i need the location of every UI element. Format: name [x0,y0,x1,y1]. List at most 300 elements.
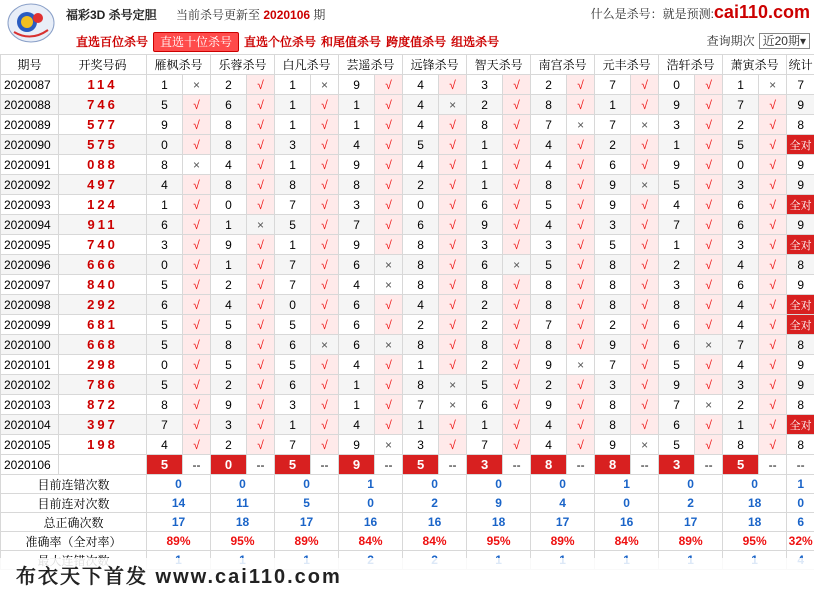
summary-value: 18 [723,513,787,532]
check-icon: √ [311,295,339,315]
current-row [1,455,814,475]
current-kill-digit: 5 [275,455,311,475]
check-icon: √ [183,315,211,335]
kill-digit-cell: 7 [595,75,631,95]
kill-digit-cell: 9 [531,355,567,375]
stat-cell: 全对 [787,135,814,155]
dash-cell: -- [631,455,659,475]
check-icon: √ [631,415,659,435]
check-icon: √ [439,255,467,275]
check-icon: √ [183,95,211,115]
summary-row [1,494,814,513]
summary-value: 9 [467,494,531,513]
period-select[interactable] [759,33,810,49]
kill-digit-cell: 1 [147,75,183,95]
check-icon: √ [567,95,595,115]
kill-digit-cell: 6 [147,215,183,235]
check-icon: √ [311,235,339,255]
kill-digit-cell: 4 [339,355,375,375]
logo-icon[interactable] [6,2,56,44]
kill-digit-cell: 0 [659,75,695,95]
summary-value: 14 [147,494,211,513]
check-icon: √ [311,375,339,395]
nav-link-2[interactable]: 直选个位杀号 [244,33,316,51]
summary-value: 0 [467,475,531,494]
kill-digit-cell: 2 [531,75,567,95]
check-icon: √ [695,155,723,175]
table-row [1,435,814,455]
period-cell: 2020094 [1,215,59,235]
check-icon: √ [503,115,531,135]
col-expert-header: 智天杀号 [467,55,531,75]
summary-value: 0 [211,475,275,494]
check-icon: √ [631,135,659,155]
summary-label: 目前连错次数 [1,475,147,494]
kill-digit-cell: 8 [403,375,439,395]
summary-value: 84% [403,532,467,551]
kill-digit-cell: 5 [147,95,183,115]
current-kill-digit: 5 [403,455,439,475]
col-expert-header: 南宫杀号 [531,55,595,75]
current-kill-digit: 0 [211,455,247,475]
check-icon: √ [567,255,595,275]
kill-digit-cell: 8 [339,175,375,195]
kill-digit-cell: 6 [659,315,695,335]
check-icon: √ [183,435,211,455]
check-icon: √ [567,155,595,175]
table-row [1,335,814,355]
kill-digit-cell: 7 [275,195,311,215]
summary-value: 0 [531,475,595,494]
kill-digit-cell: 0 [147,355,183,375]
stat-cell: 全对 [787,315,814,335]
current-kill-digit: 5 [723,455,759,475]
kill-digit-cell: 8 [147,395,183,415]
check-icon: √ [375,375,403,395]
kill-digit-cell: 9 [467,215,503,235]
check-icon: √ [567,235,595,255]
stat-cell: 8 [787,115,814,135]
check-icon: √ [247,295,275,315]
kill-digit-cell: 5 [275,215,311,235]
check-icon: √ [183,195,211,215]
period-cell: 2020093 [1,195,59,215]
kill-digit-cell: 2 [211,75,247,95]
summary-value: 89% [531,532,595,551]
col-expert-header: 远锋杀号 [403,55,467,75]
kill-digit-cell: 8 [211,135,247,155]
kill-digit-cell: 4 [211,155,247,175]
check-icon: √ [311,135,339,155]
site-link[interactable]: cai110.com [714,2,810,22]
check-icon: √ [503,415,531,435]
check-icon: √ [247,95,275,115]
check-icon: √ [759,375,787,395]
cross-icon: × [631,175,659,195]
check-icon: √ [631,235,659,255]
check-icon: √ [567,335,595,355]
table-row [1,315,814,335]
kill-digit-cell: 8 [211,335,247,355]
kill-digit-cell: 7 [467,435,503,455]
kill-digit-cell: 7 [659,215,695,235]
cross-icon: × [375,335,403,355]
kill-digit-cell: 1 [723,415,759,435]
kill-digit-cell: 6 [403,215,439,235]
kill-digit-cell: 4 [723,255,759,275]
period-cell: 2020105 [1,435,59,455]
check-icon: √ [311,275,339,295]
cross-icon: × [311,335,339,355]
check-icon: √ [183,295,211,315]
stat-cell: 9 [787,355,814,375]
kill-digit-cell: 6 [467,195,503,215]
col-period-header: 期号 [1,55,59,75]
kill-digit-cell: 1 [147,195,183,215]
summary-stat: 0 [787,494,814,513]
kill-digit-cell: 1 [403,415,439,435]
period-cell: 2020103 [1,395,59,415]
check-icon: √ [759,235,787,255]
kill-digit-cell: 8 [403,255,439,275]
check-icon: √ [439,235,467,255]
kill-digit-cell: 4 [531,155,567,175]
period-cell: 2020098 [1,295,59,315]
check-icon: √ [695,115,723,135]
kill-digit-cell: 5 [659,355,695,375]
kill-digit-cell: 0 [147,255,183,275]
check-icon: √ [695,415,723,435]
check-icon: √ [631,215,659,235]
check-icon: √ [631,275,659,295]
summary-value: 89% [147,532,211,551]
summary-row [1,513,814,532]
kill-digit-cell: 8 [211,175,247,195]
current-kill-digit: 8 [595,455,631,475]
check-icon: √ [759,135,787,155]
kill-digit-cell: 6 [339,255,375,275]
update-prefix: 当前杀号更新至 [176,8,260,22]
summary-stat: 1 [787,475,814,494]
dash-cell: -- [503,455,531,475]
kill-digit-cell: 9 [339,75,375,95]
period-cell: 2020101 [1,355,59,375]
cross-icon: × [631,115,659,135]
check-icon: √ [695,215,723,235]
kill-digit-cell: 5 [531,255,567,275]
kill-digit-cell: 0 [403,195,439,215]
kill-digit-cell: 6 [723,275,759,295]
kill-digit-cell: 3 [339,195,375,215]
kill-digit-cell: 7 [275,255,311,275]
nav-link-5[interactable]: 组选杀号 [451,33,499,51]
kill-digit-cell: 3 [723,375,759,395]
summary-value: 0 [275,475,339,494]
stat-cell: 全对 [787,415,814,435]
check-icon: √ [631,195,659,215]
cross-icon: × [503,255,531,275]
check-icon: √ [439,75,467,95]
check-icon: √ [247,175,275,195]
kill-digit-cell: 2 [467,315,503,335]
period-cell: 2020096 [1,255,59,275]
check-icon: √ [567,415,595,435]
cross-icon: × [375,435,403,455]
table-header [1,55,814,75]
kill-digit-cell: 3 [403,435,439,455]
kill-digit-cell: 3 [467,235,503,255]
kill-digit-cell: 7 [595,115,631,135]
check-icon: √ [375,195,403,215]
current-kill-digit: 5 [147,455,183,475]
kill-digit-cell: 4 [403,115,439,135]
nav-link-3[interactable]: 和尾值杀号 [321,33,381,51]
col-expert-header: 白凡杀号 [275,55,339,75]
kill-digit-cell: 3 [659,115,695,135]
draw-number-cell: 666 [59,255,147,275]
col-expert-header: 浩轩杀号 [659,55,723,75]
kill-digit-cell: 5 [467,375,503,395]
kill-digit-cell: 6 [723,215,759,235]
kill-digit-cell: 9 [659,155,695,175]
check-icon: √ [247,315,275,335]
kill-digit-cell: 9 [211,395,247,415]
check-icon: √ [439,335,467,355]
cross-icon: × [567,355,595,375]
kill-digit-cell: 5 [595,235,631,255]
check-icon: √ [567,435,595,455]
kill-digit-cell: 4 [659,195,695,215]
check-icon: √ [311,155,339,175]
period-cell: 2020092 [1,175,59,195]
check-icon: √ [759,295,787,315]
kill-digit-cell: 2 [467,295,503,315]
check-icon: √ [631,335,659,355]
check-icon: √ [567,75,595,95]
kill-digit-cell: 5 [211,315,247,335]
check-icon: √ [183,415,211,435]
check-icon: √ [695,135,723,155]
summary-value: 0 [659,475,723,494]
kill-digit-cell: 9 [595,435,631,455]
kill-digit-cell: 5 [403,135,439,155]
draw-number-cell: 746 [59,95,147,115]
check-icon: √ [375,415,403,435]
kill-digit-cell: 1 [275,415,311,435]
stat-cell: 9 [787,275,814,295]
kill-digit-cell: 4 [339,135,375,155]
kill-digit-cell: 3 [147,235,183,255]
cross-icon: × [183,75,211,95]
kill-digit-cell: 8 [211,115,247,135]
kill-digit-cell: 6 [275,375,311,395]
check-icon: √ [503,235,531,255]
dash-cell: -- [311,455,339,475]
check-icon: √ [439,415,467,435]
kill-digit-cell: 6 [659,415,695,435]
summary-label: 总正确次数 [1,513,147,532]
check-icon: √ [439,115,467,135]
check-icon: √ [247,355,275,375]
kill-digit-cell: 3 [211,415,247,435]
kill-digit-cell: 6 [467,395,503,415]
dash-cell: -- [759,455,787,475]
draw-number-cell: 292 [59,295,147,315]
check-icon: √ [759,275,787,295]
check-icon: √ [311,415,339,435]
table-row [1,215,814,235]
col-expert-header: 乐蓉杀号 [211,55,275,75]
draw-number-cell: 668 [59,335,147,355]
kill-digit-cell: 2 [595,135,631,155]
kill-digit-cell: 3 [595,375,631,395]
kill-digit-cell: 4 [403,155,439,175]
nav-link-1[interactable]: 直选十位杀号 [153,32,239,52]
period-cell: 2020097 [1,275,59,295]
check-icon: √ [631,315,659,335]
summary-value: 2 [403,494,467,513]
whatis-text: 什么是杀号：就是预测: [591,7,714,21]
kill-digit-cell: 5 [147,275,183,295]
kill-digit-cell: 5 [275,355,311,375]
brand-title: 福彩3D 杀号定胆 [66,6,157,23]
check-icon: √ [311,315,339,335]
kill-digit-cell: 3 [275,135,311,155]
check-icon: √ [183,335,211,355]
check-icon: √ [439,135,467,155]
check-icon: √ [247,75,275,95]
kill-digit-cell: 2 [403,175,439,195]
check-icon: √ [183,255,211,275]
kill-digit-cell: 2 [723,115,759,135]
table-row [1,255,814,275]
period-cell: 2020104 [1,415,59,435]
kill-digit-cell: 0 [275,295,311,315]
kill-digit-cell: 8 [275,175,311,195]
kill-digit-cell: 1 [659,235,695,255]
kill-digit-cell: 5 [275,315,311,335]
check-icon: √ [439,355,467,375]
kill-digit-cell: 8 [467,275,503,295]
cross-icon: × [439,95,467,115]
col-stat-header: 统计 [787,55,814,75]
kill-digit-cell: 4 [723,355,759,375]
period-cell: 2020088 [1,95,59,115]
kill-digit-cell: 9 [659,95,695,115]
check-icon: √ [503,275,531,295]
check-icon: √ [311,95,339,115]
kill-digit-cell: 8 [403,235,439,255]
check-icon: √ [503,315,531,335]
kill-digit-cell: 4 [147,175,183,195]
check-icon: √ [759,255,787,275]
kill-digit-cell: 3 [659,275,695,295]
draw-number-cell: 740 [59,235,147,255]
summary-value: 18 [467,513,531,532]
current-kill-digit: 8 [531,455,567,475]
check-icon: √ [375,355,403,375]
table-row [1,275,814,295]
kill-digit-cell: 3 [275,395,311,415]
nav-link-0[interactable]: 直选百位杀号 [76,33,148,51]
check-icon: √ [503,155,531,175]
kill-digit-cell: 6 [467,255,503,275]
table-row [1,375,814,395]
kill-digit-cell: 9 [595,335,631,355]
kill-digit-cell: 8 [723,435,759,455]
whatis-info [591,2,810,23]
table-row [1,235,814,255]
check-icon: √ [183,375,211,395]
summary-value: 95% [467,532,531,551]
check-icon: √ [439,195,467,215]
cross-icon: × [567,115,595,135]
draw-number-cell: 198 [59,435,147,455]
kill-digit-cell: 6 [723,195,759,215]
draw-number-cell: 575 [59,135,147,155]
check-icon: √ [759,355,787,375]
nav-link-4[interactable]: 跨度值杀号 [386,33,446,51]
kill-digit-cell: 9 [147,115,183,135]
draw-number-cell: 298 [59,355,147,375]
kill-digit-cell: 8 [531,275,567,295]
summary-value: 84% [339,532,403,551]
update-suffix: 期 [313,8,325,22]
check-icon: √ [503,75,531,95]
update-info [176,6,325,23]
watermark-text: 布衣天下首发 www.cai110.com [16,560,342,589]
stat-cell: 全对 [787,195,814,215]
draw-number-cell: 577 [59,115,147,135]
draw-number-cell: 114 [59,75,147,95]
kill-digit-cell: 1 [339,95,375,115]
current-kill-digit: 9 [339,455,375,475]
stat-cell: 7 [787,75,814,95]
stat-cell: 9 [787,215,814,235]
check-icon: √ [503,375,531,395]
check-icon: √ [439,295,467,315]
draw-number-cell: 786 [59,375,147,395]
kill-digit-cell: 4 [531,415,567,435]
kill-digit-cell: 6 [339,335,375,355]
stat-cell: 8 [787,435,814,455]
check-icon: √ [631,295,659,315]
period-cell: 2020091 [1,155,59,175]
cross-icon: × [247,215,275,235]
check-icon: √ [439,275,467,295]
check-icon: √ [311,255,339,275]
draw-number-cell: 681 [59,315,147,335]
summary-value: 2 [659,494,723,513]
cross-icon: × [695,395,723,415]
kill-digit-cell: 5 [147,315,183,335]
check-icon: √ [631,155,659,175]
check-icon: √ [375,315,403,335]
period-select-value: 近20期 [763,34,800,48]
current-label-cell: 当前期杀号 [59,455,147,475]
dash-cell: -- [375,455,403,475]
period-query [707,32,810,49]
check-icon: √ [375,175,403,195]
kill-digit-cell: 9 [211,235,247,255]
kill-digit-cell: 8 [531,95,567,115]
draw-number-cell: 911 [59,215,147,235]
kill-digit-cell: 8 [531,295,567,315]
table-row [1,295,814,315]
kill-digit-cell: 2 [531,375,567,395]
period-cell: 2020095 [1,235,59,255]
check-icon: √ [247,375,275,395]
